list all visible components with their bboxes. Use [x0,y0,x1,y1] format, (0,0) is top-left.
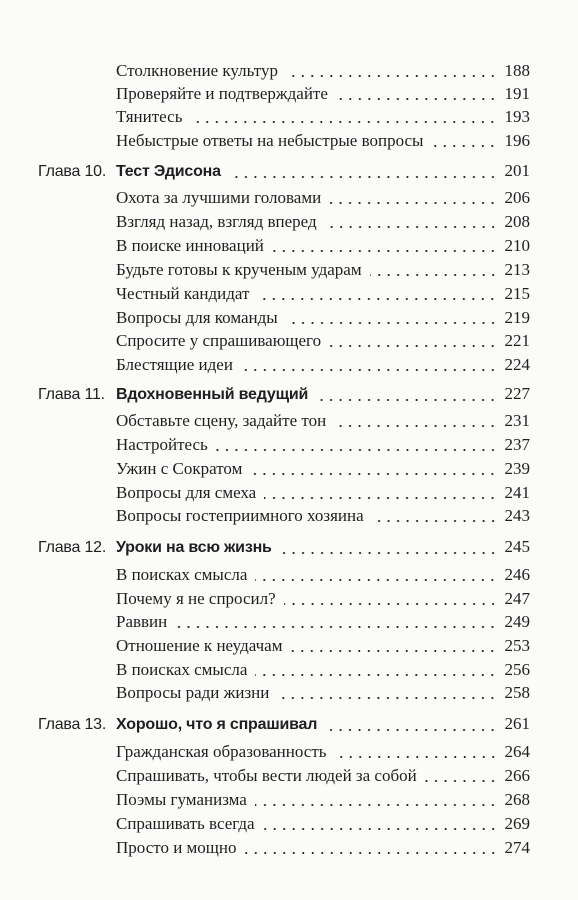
chapter-number: Глава 12. [38,539,107,556]
toc-entry-line [116,564,530,586]
toc-entry-line [116,813,530,835]
entry-title: Обставьте сцену, задайте тон [116,411,327,430]
page-number: 191 [504,84,530,103]
page-number: 246 [504,565,530,584]
entry-title: Будьте готовы к крученым ударам [116,260,362,279]
entry-title: Вопросы гостеприимного хозяина [116,506,364,525]
page-number: 243 [504,506,530,525]
entry-title: Взгляд назад, взгляд вперед [116,212,317,231]
dot-leader [329,345,497,347]
toc-entry-line [116,741,530,763]
page-number: 241 [504,483,530,502]
dot-leader [264,497,497,499]
toc-entry-line [116,837,530,859]
toc-entry-line [116,505,530,527]
dot-leader [175,626,497,628]
page-number: 261 [504,714,530,733]
dot-leader [325,226,498,228]
page-number: 201 [504,161,530,180]
dot-leader [255,804,498,806]
page-number: 219 [504,308,530,327]
entry-title: Просто и мощно [116,838,237,857]
dot-leader [431,145,497,147]
chapter-number: Глава 10. [38,163,107,180]
page-number: 269 [504,814,530,833]
page-number: 239 [504,459,530,478]
page-number: 213 [504,260,530,279]
toc-entry-line [116,765,530,787]
page-number: 208 [504,212,530,231]
page-number: 221 [504,331,530,350]
dot-leader [372,520,498,522]
toc-entry-line [116,458,530,480]
chapter-heading [38,161,221,183]
page-number: 196 [504,131,530,150]
page-number: 245 [504,537,530,556]
dot-leader [284,603,498,605]
toc-entry-line [116,235,530,257]
page-number: 264 [504,742,530,761]
page-number: 210 [504,236,530,255]
toc-entry-line [116,789,530,811]
toc-entry-line [116,611,530,633]
toc-entry-line [116,635,530,657]
toc-entry-line [116,354,530,376]
toc-entry-line [116,83,530,105]
dot-leader [290,650,497,652]
dot-leader [316,399,497,401]
toc-entry-line [116,259,530,281]
dot-leader [272,250,498,252]
entry-title: Гражданская образованность [116,742,327,761]
entry-title: Отношение к неудачам [116,636,283,655]
dot-leader [257,298,497,300]
toc-entry-line [116,130,530,152]
dot-leader [263,828,498,830]
page-number: 256 [504,660,530,679]
entry-title: Вопросы для команды [116,308,278,327]
entry-title: Почему я не спросил? [116,589,276,608]
toc-chapter-line [38,536,530,559]
entry-title: Честный кандидат [116,284,250,303]
page-number: 253 [504,636,530,655]
page-number: 247 [504,589,530,608]
chapter-heading [38,714,317,736]
entry-title: Вопросы ради жизни [116,683,270,702]
dot-leader [250,473,497,475]
dot-leader [336,98,498,100]
entry-title: Вопросы для смеха [116,483,257,502]
chapter-number: Глава 11. [38,386,105,403]
page-number: 206 [504,188,530,207]
dot-leader [280,552,498,554]
toc-entry-line [116,482,530,504]
entry-title: Столкновение культур [116,61,278,80]
chapter-heading [38,537,272,559]
chapter-title: Тест Эдисона [116,163,221,180]
dot-leader [277,697,497,699]
entry-title: Блестящие идеи [116,355,233,374]
entry-title: Спрашивать, чтобы вести людей за собой [116,766,417,785]
entry-title: Поэмы гуманизма [116,790,247,809]
toc-entry-line [116,434,530,456]
dot-leader [425,780,498,782]
toc-entry-line [116,307,530,329]
entry-title: Проверяйте и подтверждайте [116,84,328,103]
toc-entry-line [116,588,530,610]
entry-title: Небыстрые ответы на небыстрые вопросы [116,131,424,150]
dot-leader [329,202,497,204]
page-number: 215 [504,284,530,303]
toc-entry-line [116,283,530,305]
page-number: 188 [504,61,530,80]
page-number: 266 [504,766,530,785]
entry-title: Спрашивать всегда [116,814,255,833]
page-number: 258 [504,683,530,702]
dot-leader [241,369,498,371]
toc-entry-line [116,60,530,82]
page-number: 231 [504,411,530,430]
page-number: 268 [504,790,530,809]
page-number: 237 [504,435,530,454]
dot-leader [370,274,498,276]
dot-leader [190,121,497,123]
dot-leader [286,75,498,77]
entry-title: Настройтесь [116,435,208,454]
entry-title: Охота за лучшими головами [116,188,322,207]
toc-entry-line [116,410,530,432]
dot-leader [286,322,498,324]
chapter-title: Вдохновенный ведущий [116,386,309,403]
page-number: 227 [504,384,530,403]
entry-title: Спросите у спрашивающего [116,331,322,350]
dot-leader [216,449,498,451]
chapter-title: Уроки на всю жизнь [116,539,272,556]
page-number: 274 [504,838,530,857]
dot-leader [229,176,498,178]
entry-title: Тянитесь [116,107,183,126]
page-number: 224 [504,355,530,374]
dot-leader [334,425,497,427]
entry-title: Ужин с Сократом [116,459,243,478]
dot-leader [325,729,497,731]
toc-entry-line [116,211,530,233]
toc-chapter-line [38,160,530,183]
toc-entry-line [116,659,530,681]
toc-entry-line [116,330,530,352]
dot-leader [255,579,497,581]
entry-title: В поисках смысла [116,565,248,584]
page-number: 193 [504,107,530,126]
toc-entry-line [116,682,530,704]
dot-leader [335,756,498,758]
chapter-number: Глава 13. [38,716,107,733]
toc-entry-line [116,187,530,209]
entry-title: В поисках смысла [116,660,248,679]
chapter-title: Хорошо, что я спрашивал [116,716,318,733]
toc-chapter-line [38,713,530,736]
toc-entry-line [116,106,530,128]
dot-leader [255,674,497,676]
toc-chapter-line [38,383,530,406]
dot-leader [245,852,498,854]
chapter-heading [38,384,308,406]
page-number: 249 [504,612,530,631]
entry-title: В поиске инноваций [116,236,264,255]
entry-title: Раввин [116,612,168,631]
